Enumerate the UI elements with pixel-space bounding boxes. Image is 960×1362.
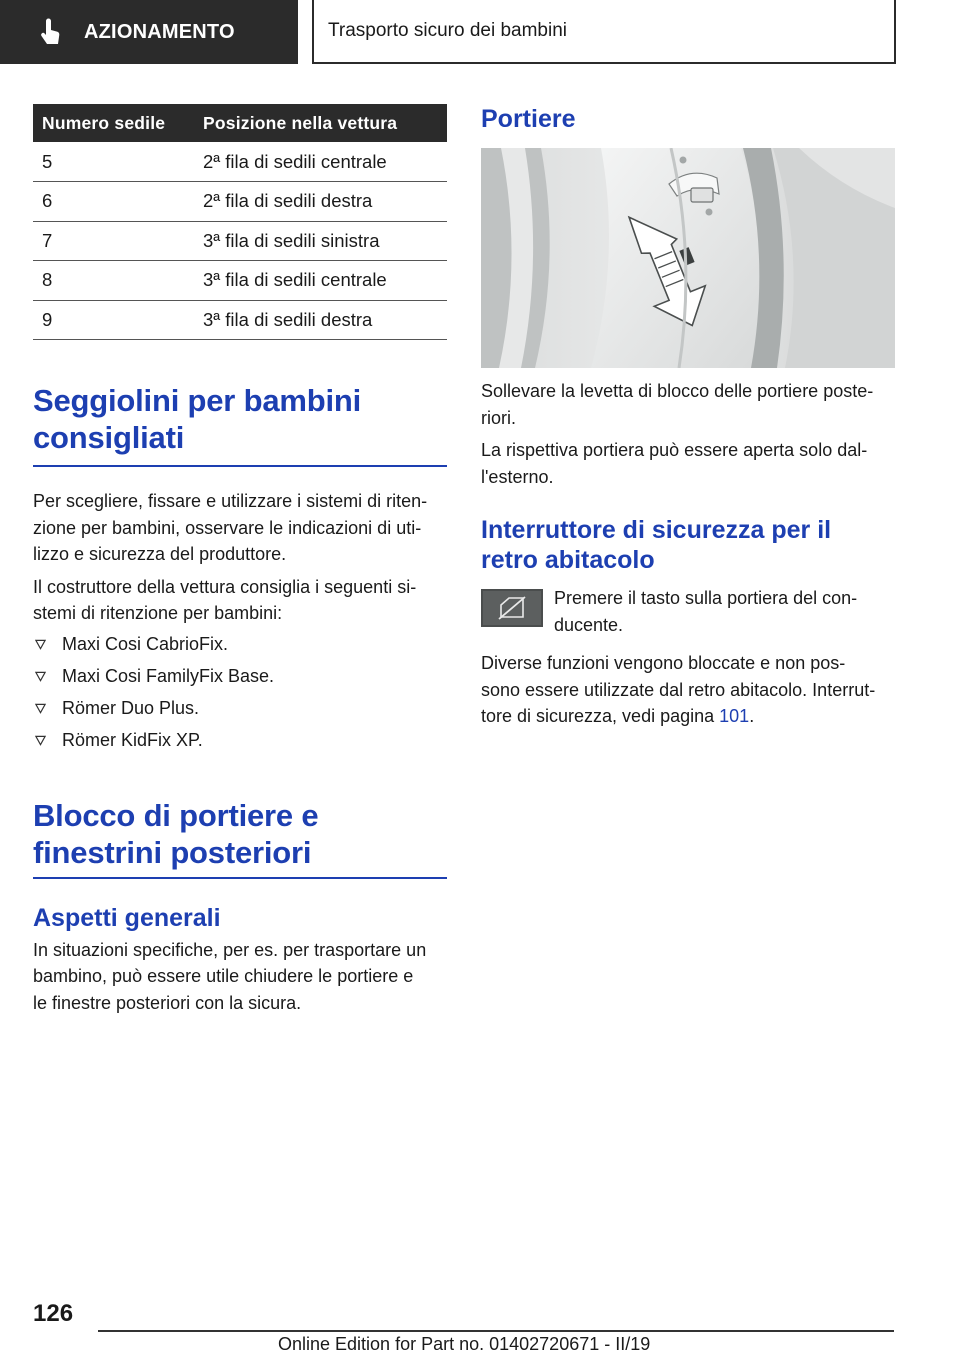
text-line: l'esterno. [481, 466, 554, 487]
list-item [33, 629, 447, 661]
table-row [33, 142, 447, 182]
child-seats-paragraph-1 [33, 488, 447, 568]
seat-position: 3ª fila di sedili centrale [197, 261, 447, 301]
list-item [33, 661, 447, 693]
heading-line: Blocco di portiere e [33, 797, 319, 833]
general-aspects-paragraph [33, 937, 447, 1017]
doors-paragraph-1 [481, 378, 895, 431]
heading-line: finestrini posteriori [33, 834, 312, 870]
doors-heading: Portiere [481, 105, 576, 133]
table-row [33, 221, 447, 261]
seat-position: 3ª fila di sedili destra [197, 300, 447, 340]
list-item-text: Maxi Cosi FamilyFix Base. [62, 666, 275, 686]
text-line: Sollevare la levetta di blocco delle portiere poste- [481, 381, 874, 401]
text-line: La rispettiva portiera può essere aperta solo dal- [481, 440, 868, 460]
list-item [33, 725, 447, 757]
text-line: ducente. [554, 614, 624, 635]
seat-number: 6 [33, 182, 197, 222]
text-line: In situazioni specifiche, per es. per trasportare un [33, 939, 427, 960]
list-item-text: Römer KidFix XP. [62, 730, 203, 750]
heading-line: consigliati [33, 420, 185, 455]
safety-switch-paragraph [481, 650, 895, 730]
bullet-triangle-icon [35, 671, 46, 682]
seat-number: 9 [33, 300, 197, 340]
section-label: AZIONAMENTO [84, 20, 235, 43]
table-row [33, 182, 447, 222]
seat-number: 8 [33, 261, 197, 301]
text-line: Il costruttore della vettura consiglia i seguenti si- [33, 576, 417, 597]
text-line: Premere il tasto sulla portiera del con- [554, 588, 858, 608]
heading-line: Seggiolini per bambini [33, 383, 362, 418]
column-header: Posizione nella vettura [197, 104, 447, 142]
table-row [33, 261, 447, 301]
general-aspects-heading: Aspetti generali [33, 903, 221, 932]
hand-pointer-icon [38, 18, 64, 46]
section-tab [0, 0, 298, 64]
safety-switch-heading [481, 515, 895, 575]
text-line: bambino, può essere utile chiudere le portiere e [33, 966, 414, 986]
recommended-seats-list [33, 629, 447, 757]
text-line: riori. [481, 407, 516, 428]
bullet-triangle-icon [35, 703, 46, 714]
text-line: . [749, 706, 755, 726]
safety-switch-instruction [481, 589, 895, 638]
text-line: tore di sicurezza, vedi pagina [481, 706, 720, 726]
left-column [33, 104, 447, 1016]
lock-heading [33, 797, 447, 871]
text-line: stemi di ritenzione per bambini: [33, 603, 283, 623]
topic-label: Trasporto sicuro dei bambini [328, 20, 568, 41]
section-divider [33, 877, 447, 879]
text-line: le finestre posteriori con la sicura. [33, 992, 302, 1013]
topic-box [312, 0, 896, 64]
seat-number: 5 [33, 142, 197, 182]
list-item-text: Maxi Cosi CabrioFix. [62, 634, 229, 654]
column-header: Numero sedile [33, 104, 197, 142]
seat-position: 2ª fila di sedili centrale [197, 142, 447, 182]
page-number: 126 [33, 1300, 74, 1327]
seat-table [33, 104, 447, 340]
seat-position: 2ª fila di sedili destra [197, 182, 447, 222]
heading-line: retro abitacolo [481, 546, 655, 574]
list-item [33, 693, 447, 725]
page-reference-link[interactable]: 101 [719, 706, 750, 726]
safety-switch-instruction-text [554, 585, 857, 638]
text-line: sono essere utilizzate dal retro abitacolo. Interrut- [481, 679, 876, 700]
table-row [33, 300, 447, 340]
text-line: zione per bambini, osservare le indicazioni di uti- [33, 517, 422, 538]
footer-divider [98, 1330, 894, 1332]
section-divider [33, 465, 447, 467]
heading-line: Interruttore di sicurezza per il [481, 516, 832, 544]
seat-position: 3ª fila di sedili sinistra [197, 221, 447, 261]
seat-number: 7 [33, 221, 197, 261]
doors-paragraph-2 [481, 437, 895, 490]
child-seats-heading [33, 382, 447, 456]
text-line: lizzo e sicurezza del produttore. [33, 544, 287, 564]
child-seats-paragraph-2 [33, 574, 447, 627]
door-lock-lever-image [481, 148, 895, 368]
table-header-row [33, 104, 447, 142]
text-line: Per scegliere, fissare e utilizzare i sistemi di riten- [33, 491, 428, 511]
bullet-triangle-icon [35, 639, 46, 650]
window-lock-button-icon [481, 589, 543, 627]
text-line: Diverse funzioni vengono bloccate e non pos- [481, 653, 846, 673]
right-column [481, 104, 895, 730]
list-item-text: Römer Duo Plus. [62, 698, 200, 718]
bullet-triangle-icon [35, 735, 46, 746]
edition-text: Online Edition for Part no. 01402720671 - II/19 [278, 1334, 651, 1354]
